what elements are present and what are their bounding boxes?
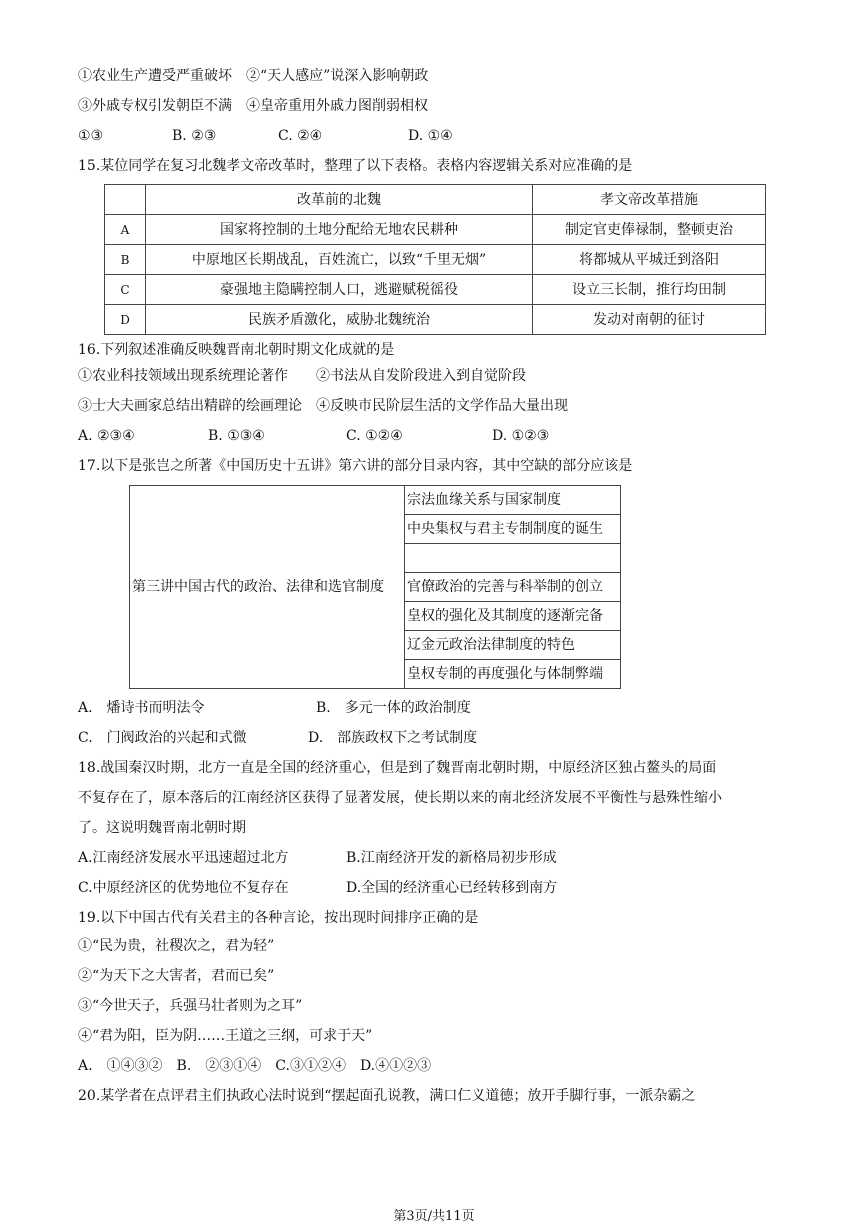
- question-19-options: A. ①④③② B. ②③①④ C.③①②④ D.④①②③: [78, 1058, 432, 1074]
- option-c: C. 门阀政治的兴起和式微: [78, 730, 247, 746]
- option-b: B.江南经济开发的新格局初步形成: [346, 850, 557, 866]
- option-c: C. ①②④: [346, 428, 403, 444]
- question-18-stem-2: 不复存在了，原本落后的江南经济区获得了显著发展，使长期以来的南北经济发展不平衡性与悬殊性缩小: [78, 790, 722, 806]
- question-19-statement-3: ③“今世天子，兵强马壮者则为之耳”: [78, 998, 303, 1014]
- toc-item-blank: [405, 544, 621, 573]
- row-measure: 发动对南朝的征讨: [533, 305, 766, 335]
- toc-item: 宗法血缘关系与国家制度: [405, 486, 621, 515]
- table-of-contents: [129, 485, 621, 689]
- option-a: ①③: [78, 128, 104, 144]
- row-label: D: [105, 305, 146, 335]
- question-19-statement-4: ④“君为阳，臣为阴……王道之三纲，可求于天”: [78, 1028, 373, 1044]
- option-a: A.江南经济发展水平迅速超过北方: [78, 850, 289, 866]
- table-header-measure: 孝文帝改革措施: [533, 185, 766, 215]
- question-18-stem-3: 了。这说明魏晋南北朝时期: [78, 820, 246, 836]
- option-b: B. 多元一体的政治制度: [316, 700, 471, 716]
- option-b: B. ①③④: [208, 428, 265, 444]
- option-b: B. ②③: [172, 128, 217, 144]
- question-19-statement-2: ②“为天下之大害者，君而已矣”: [78, 968, 275, 984]
- question-16-statements-2: ③士大夫画家总结出精辟的绘画理论 ④反映市民阶层生活的文学作品大量出现: [78, 398, 568, 414]
- row-measure: 将都城从平城迁到洛阳: [533, 245, 766, 275]
- row-before: 民族矛盾激化，威胁北魏统治: [146, 305, 533, 335]
- question-19-statement-1: ①“民为贵，社稷次之，君为轻”: [78, 938, 275, 954]
- question-16-stem: 16.下列叙述准确反映魏晋南北朝时期文化成就的是: [78, 342, 395, 358]
- row-before: 国家将控制的土地分配给无地农民耕种: [146, 215, 533, 245]
- option-d: D. 部族政权下之考试制度: [308, 730, 478, 746]
- toc-item: 官僚政治的完善与科举制的创立: [405, 573, 621, 602]
- row-before: 中原地区长期战乱，百姓流亡，以致“千里无烟”: [146, 245, 533, 275]
- question-17-stem: 17.以下是张岂之所著《中国历史十五讲》第六讲的部分目录内容，其中空缺的部分应该是: [78, 458, 633, 474]
- question-15-stem: 15.某位同学在复习北魏孝文帝改革时，整理了以下表格。表格内容逻辑关系对应准确的是: [78, 158, 633, 174]
- option-d: D.全国的经济重心已经转移到南方: [346, 880, 558, 896]
- table-header-before: 改革前的北魏: [146, 185, 533, 215]
- question-18-stem-1: 18.战国秦汉时期，北方一直是全国的经济重心，但是到了魏晋南北朝时期，中原经济区独占鳌头的局面: [78, 760, 717, 776]
- option-a: A. ②③④: [78, 428, 135, 444]
- row-before: 豪强地主隐瞒控制人口，逃避赋税徭役: [146, 275, 533, 305]
- row-measure: 制定官吏俸禄制，整顿吏治: [533, 215, 766, 245]
- statement-line-3-4: ③外戚专权引发朝臣不满 ④皇帝重用外戚力图削弱相权: [78, 98, 428, 114]
- page-footer: 第3页/共11页: [393, 1209, 475, 1224]
- chapter-title: 第三讲中国古代的政治、法律和选官制度: [130, 486, 405, 689]
- option-d: D. ①②③: [492, 428, 550, 444]
- toc-item: 皇权的强化及其制度的逐渐完备: [405, 602, 621, 631]
- option-d: D. ①④: [408, 128, 453, 144]
- row-label: A: [105, 215, 146, 245]
- statement-line-1-2: ①农业生产遭受严重破坏 ②“天人感应”说深入影响朝政: [78, 68, 429, 84]
- row-label: C: [105, 275, 146, 305]
- reform-table: [104, 184, 766, 335]
- question-20-stem: 20.某学者在点评君主们执政心法时说到“摆起面孔说教，满口仁义道德；放开手脚行事，一派杂霸之: [78, 1088, 696, 1104]
- row-label: B: [105, 245, 146, 275]
- question-16-statements-1: ①农业科技领域出现系统理论著作 ②书法从自发阶段进入到自觉阶段: [78, 368, 526, 384]
- row-measure: 设立三长制，推行均田制: [533, 275, 766, 305]
- toc-item: 皇权专制的再度强化与体制弊端: [405, 660, 621, 689]
- option-c: C.中原经济区的优势地位不复存在: [78, 880, 289, 896]
- option-a: A. 燔诗书而明法令: [78, 700, 205, 716]
- table-corner: [105, 185, 146, 215]
- question-19-stem: 19.以下中国古代有关君主的各种言论，按出现时间排序正确的是: [78, 910, 479, 926]
- option-c: C. ②④: [278, 128, 323, 144]
- toc-item: 中央集权与君主专制制度的诞生: [405, 515, 621, 544]
- toc-item: 辽金元政治法律制度的特色: [405, 631, 621, 660]
